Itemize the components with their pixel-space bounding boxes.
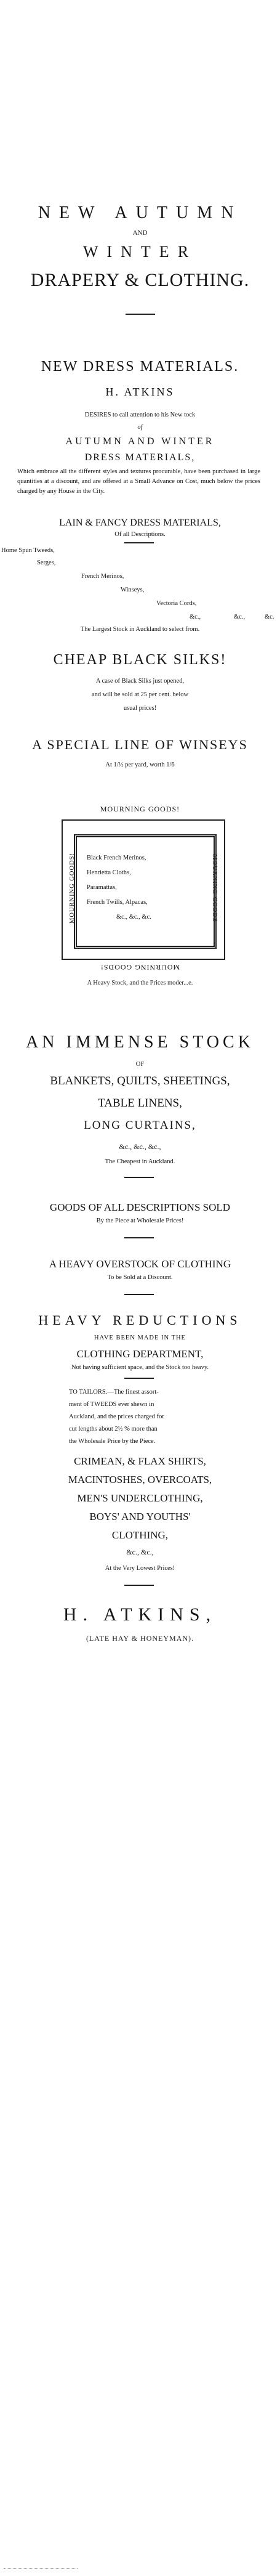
divider [126,314,155,315]
crimean-line: CLOTHING, [111,1529,169,1541]
overstock-title: A HEAVY OVERSTOCK OF CLOTHING [49,1258,231,1270]
mourning-right-label: MOURNING GOODS [211,854,218,922]
dress-dress-materials: DRESS MATERIALS, [84,452,196,463]
crimean-lowest-prices: At the Very Lowest Prices! [105,1565,175,1572]
crimean-line: MACINTOSHES, OVERCOATS, [68,1474,212,1485]
heading-and: AND [132,229,148,237]
silks-body-line: and will be sold at 25 per cent. below [91,691,189,698]
list-item: &c. [265,614,274,620]
divider [124,1378,154,1379]
immense-cheapest: The Cheapest in Auckland. [105,1158,175,1165]
tailors-line: Auckland, and the prices charged for [69,1413,164,1420]
mourning-item: Henrietta Cloths, [87,869,131,876]
dress-all-descriptions: Of all Descriptions. [114,531,166,538]
winseys-title: A SPECIAL LINE OF WINSEYS [32,737,248,752]
tailors-line: ment of TWEEDS ever shewn in [69,1401,154,1408]
list-item: Vectoria Cords, [156,600,197,607]
mourning-left-label: MOURNING GOODS! [69,852,76,924]
mourning-item: Paramattas, [87,884,117,891]
immense-line: LONG CURTAINS, [84,1119,196,1132]
silks-body-line: usual prices! [123,705,157,712]
divider [124,542,154,543]
tailors-notice [69,1386,229,1448]
reductions-title: HEAVY REDUCTIONS [38,1312,242,1328]
crimean-line: &c., &c., [126,1548,154,1556]
list-item: French Merinos, [81,573,124,580]
list-item: Serges, [37,559,56,566]
immense-line: TABLE LINENS, [98,1097,182,1110]
crimean-line: BOYS' AND YOUTHS' [89,1511,191,1522]
mourning-item: Black French Merinos, [87,855,146,861]
heading-drapery-clothing: DRAPERY & CLOTHING. [30,270,250,290]
mourning-top-label: MOURNING GOODS! [100,805,180,813]
scan-edge-artifact [4,2568,78,2569]
divider [124,1177,154,1178]
silks-body-line: A case of Black Silks just opened, [95,678,185,685]
heading-new-autumn: NEW AUTUMN [38,203,242,222]
reductions-made: HAVE BEEN MADE IN THE [94,1335,186,1341]
goods-sub: By the Piece at Wholesale Prices! [96,1217,184,1224]
divider [124,1585,154,1586]
tailors-line: TO TAILORS.—The finest assort- [69,1389,159,1396]
silks-title: CHEAP BLACK SILKS! [53,652,227,668]
list-item: &c., [190,614,201,620]
goods-title: GOODS OF ALL DESCRIPTIONS SOLD [49,1201,231,1213]
dress-name: H. ATKINS [105,386,175,398]
mourning-bottom-label: MOURNING GOODS! [100,963,180,972]
immense-title: AN IMMENSE STOCK [26,1033,254,1052]
divider [124,1237,154,1238]
mourning-items [87,851,151,925]
winseys-sub: At 1/½ per yard, worth 1/6 [105,762,175,768]
immense-line: &c., &c., &c., [119,1142,161,1151]
immense-line: BLANKETS, QUILTS, SHEETINGS, [50,1075,230,1087]
list-item: Home Spun Tweeds, [1,547,55,554]
divider [124,1294,154,1295]
reductions-space: Not having sufficient space, and the Stock too heavy. [71,1364,209,1371]
mourning-item: &c., &c., &c. [116,914,151,920]
mourning-heavy-stock: A Heavy Stock, and the Prices moder...e. [87,980,193,986]
dress-plain-fancy: LAIN & FANCY DRESS MATERIALS, [59,518,221,528]
footer-late: (LATE HAY & HONEYMAN). [86,1634,194,1643]
dress-of: of [137,424,143,431]
overstock-sub: To be Sold at a Discount. [107,1274,173,1281]
dress-autumn-winter: AUTUMN AND WINTER [65,436,215,447]
crimean-line: MEN'S UNDERCLOTHING, [77,1492,203,1504]
dress-largest-stock: The Largest Stock in Auckland to select from. [80,626,200,633]
dress-body: Which embrace all the different styles and textures procurable, have been purchased in large quantities at a discount, and are offered at a Small Advance on Cost, much below the prices charged by any House in the City. [17,468,260,495]
reductions-dept: CLOTHING DEPARTMENT, [76,1348,204,1360]
mourning-box [62,819,225,960]
crimean-line: CRIMEAN, & FLAX SHIRTS, [74,1455,206,1467]
dress-title: NEW DRESS MATERIALS. [41,359,239,375]
mourning-item: French Twills, Alpacas, [87,899,148,906]
dress-desires: DESIRES to call attention to his New tock [84,412,196,418]
tailors-line: the Wholesale Price by the Piece. [69,1438,156,1445]
list-item: &c., [234,614,246,620]
heading-winter: WINTER [82,243,198,261]
immense-of: OF [135,1061,145,1068]
list-item: Winseys, [121,587,145,593]
tailors-line: cut lengths about 2½ % more than [69,1426,158,1432]
mourning-inner-box [74,834,217,949]
footer-name: H. ATKINS, [63,1604,217,1625]
